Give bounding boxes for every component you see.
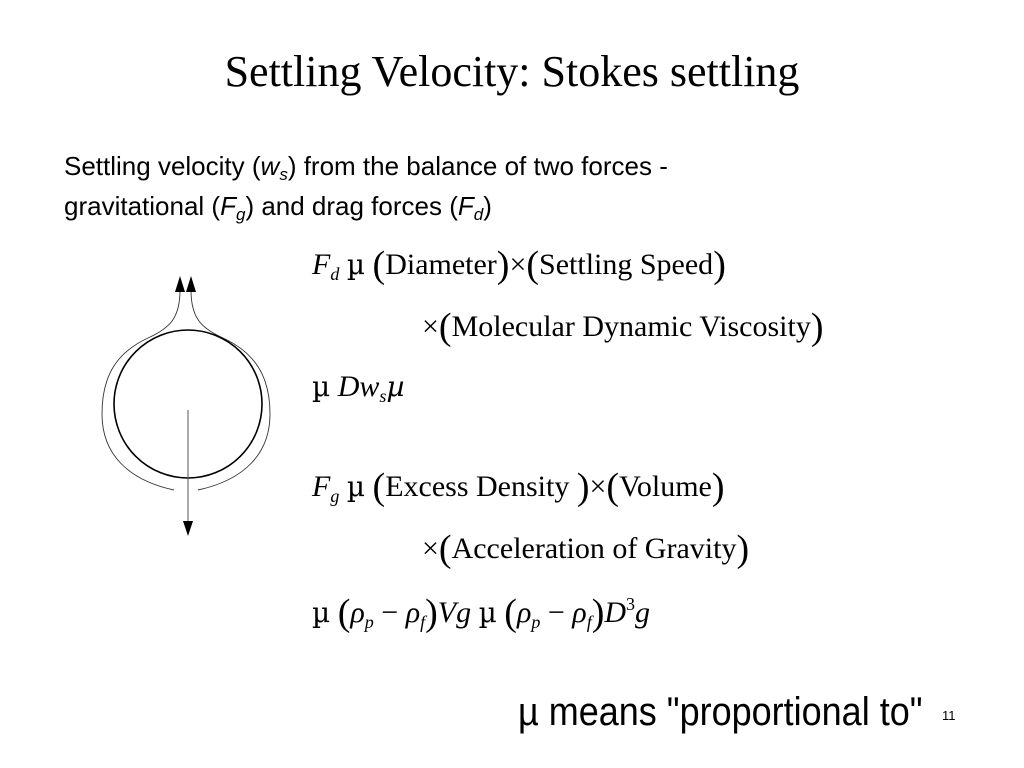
paren: ( xyxy=(526,244,540,286)
term-settling-speed: Settling Speed xyxy=(539,248,714,281)
intro-text-segment: ) xyxy=(483,191,492,221)
symbol-F: F xyxy=(220,191,236,221)
paren: ( xyxy=(504,592,517,634)
subscript-p: p xyxy=(364,612,374,632)
intro-text xyxy=(64,146,944,226)
paren: ) xyxy=(591,592,605,634)
symbol-rho: ρ xyxy=(572,596,587,629)
subscript-s: s xyxy=(379,386,387,406)
gravity-force-result xyxy=(312,592,651,634)
paren: ( xyxy=(606,466,620,508)
paren: ( xyxy=(438,528,452,570)
proportional-symbol: µ xyxy=(312,370,331,403)
symbol-g: g xyxy=(635,596,651,629)
page-number: 11 xyxy=(942,708,956,723)
subscript-f: f xyxy=(586,612,592,632)
paren: ( xyxy=(337,592,351,634)
times-symbol: × xyxy=(589,470,607,503)
symbol-w: w xyxy=(359,370,380,403)
subscript-d: d xyxy=(330,264,340,284)
symbol-F: F xyxy=(457,191,474,221)
term-acceleration: Acceleration of Gravity xyxy=(451,532,737,565)
times-symbol: × xyxy=(422,310,439,343)
symbol-V: V xyxy=(437,596,457,629)
symbol-rho: ρ xyxy=(405,596,421,629)
paren: ) xyxy=(496,244,510,286)
subscript-s: s xyxy=(279,165,288,184)
drag-force-equation-line-2 xyxy=(422,306,824,348)
paren: ( xyxy=(372,466,386,508)
symbol-rho: ρ xyxy=(516,596,532,629)
intro-text-segment: Settling velocity ( xyxy=(64,151,261,181)
term-diameter: Diameter xyxy=(385,248,497,281)
drag-force-result xyxy=(312,370,405,404)
term-excess-density: Excess Density xyxy=(385,470,577,503)
intro-line-2 xyxy=(64,186,944,226)
subscript-g: g xyxy=(235,205,246,224)
drag-force-equation-line-1 xyxy=(312,244,726,286)
upward-arrow-left-icon xyxy=(175,276,185,292)
flow-line-right xyxy=(191,290,270,490)
gravity-force-equation-line-1 xyxy=(312,466,725,508)
minus-symbol: − xyxy=(381,596,399,629)
proportional-symbol: µ xyxy=(312,596,331,629)
paren: ) xyxy=(576,466,590,508)
symbol-g: g xyxy=(456,596,472,629)
gravity-force-equation-line-2 xyxy=(422,528,750,570)
slide-title: Settling Velocity: Stokes settling xyxy=(224,47,800,96)
intro-text-segment: ) from the balance of two forces - xyxy=(287,151,668,181)
proportional-footnote: µ means "proportional to" xyxy=(518,690,923,734)
symbol-mu: µ xyxy=(386,370,405,403)
paren: ) xyxy=(736,528,750,570)
intro-text-segment: ) and drag forces ( xyxy=(245,191,458,221)
subscript-f: f xyxy=(420,612,426,632)
paren: ) xyxy=(810,306,824,348)
downward-arrow-icon xyxy=(183,521,193,536)
proportional-symbol: µ xyxy=(346,248,366,281)
upward-arrow-right-icon xyxy=(186,276,196,292)
paren: ( xyxy=(372,244,386,286)
intro-line-1 xyxy=(64,146,944,186)
particle-diagram xyxy=(96,268,276,538)
minus-symbol: − xyxy=(547,596,565,629)
symbol-F: F xyxy=(312,248,331,281)
subscript-g: g xyxy=(330,486,340,506)
symbol-rho: ρ xyxy=(350,596,365,629)
subscript-p: p xyxy=(531,612,541,632)
paren: ( xyxy=(438,306,452,348)
term-volume: Volume xyxy=(619,470,712,503)
proportional-symbol: µ xyxy=(478,596,497,629)
flow-line-left xyxy=(102,290,180,490)
symbol-F: F xyxy=(312,470,331,503)
intro-text-segment: gravitational ( xyxy=(64,191,221,221)
subscript-d: d xyxy=(473,205,484,224)
paren: ) xyxy=(711,466,725,508)
exponent-3: 3 xyxy=(626,594,636,614)
paren: ) xyxy=(713,244,726,286)
proportional-symbol: µ xyxy=(346,470,366,503)
symbol-D: D xyxy=(604,596,627,629)
times-symbol: × xyxy=(422,532,439,565)
paren: ) xyxy=(425,592,438,634)
symbol-D: D xyxy=(337,370,360,403)
times-symbol: × xyxy=(509,248,527,281)
symbol-w: w xyxy=(260,151,280,181)
term-viscosity: Molecular Dynamic Viscosity xyxy=(451,310,811,343)
